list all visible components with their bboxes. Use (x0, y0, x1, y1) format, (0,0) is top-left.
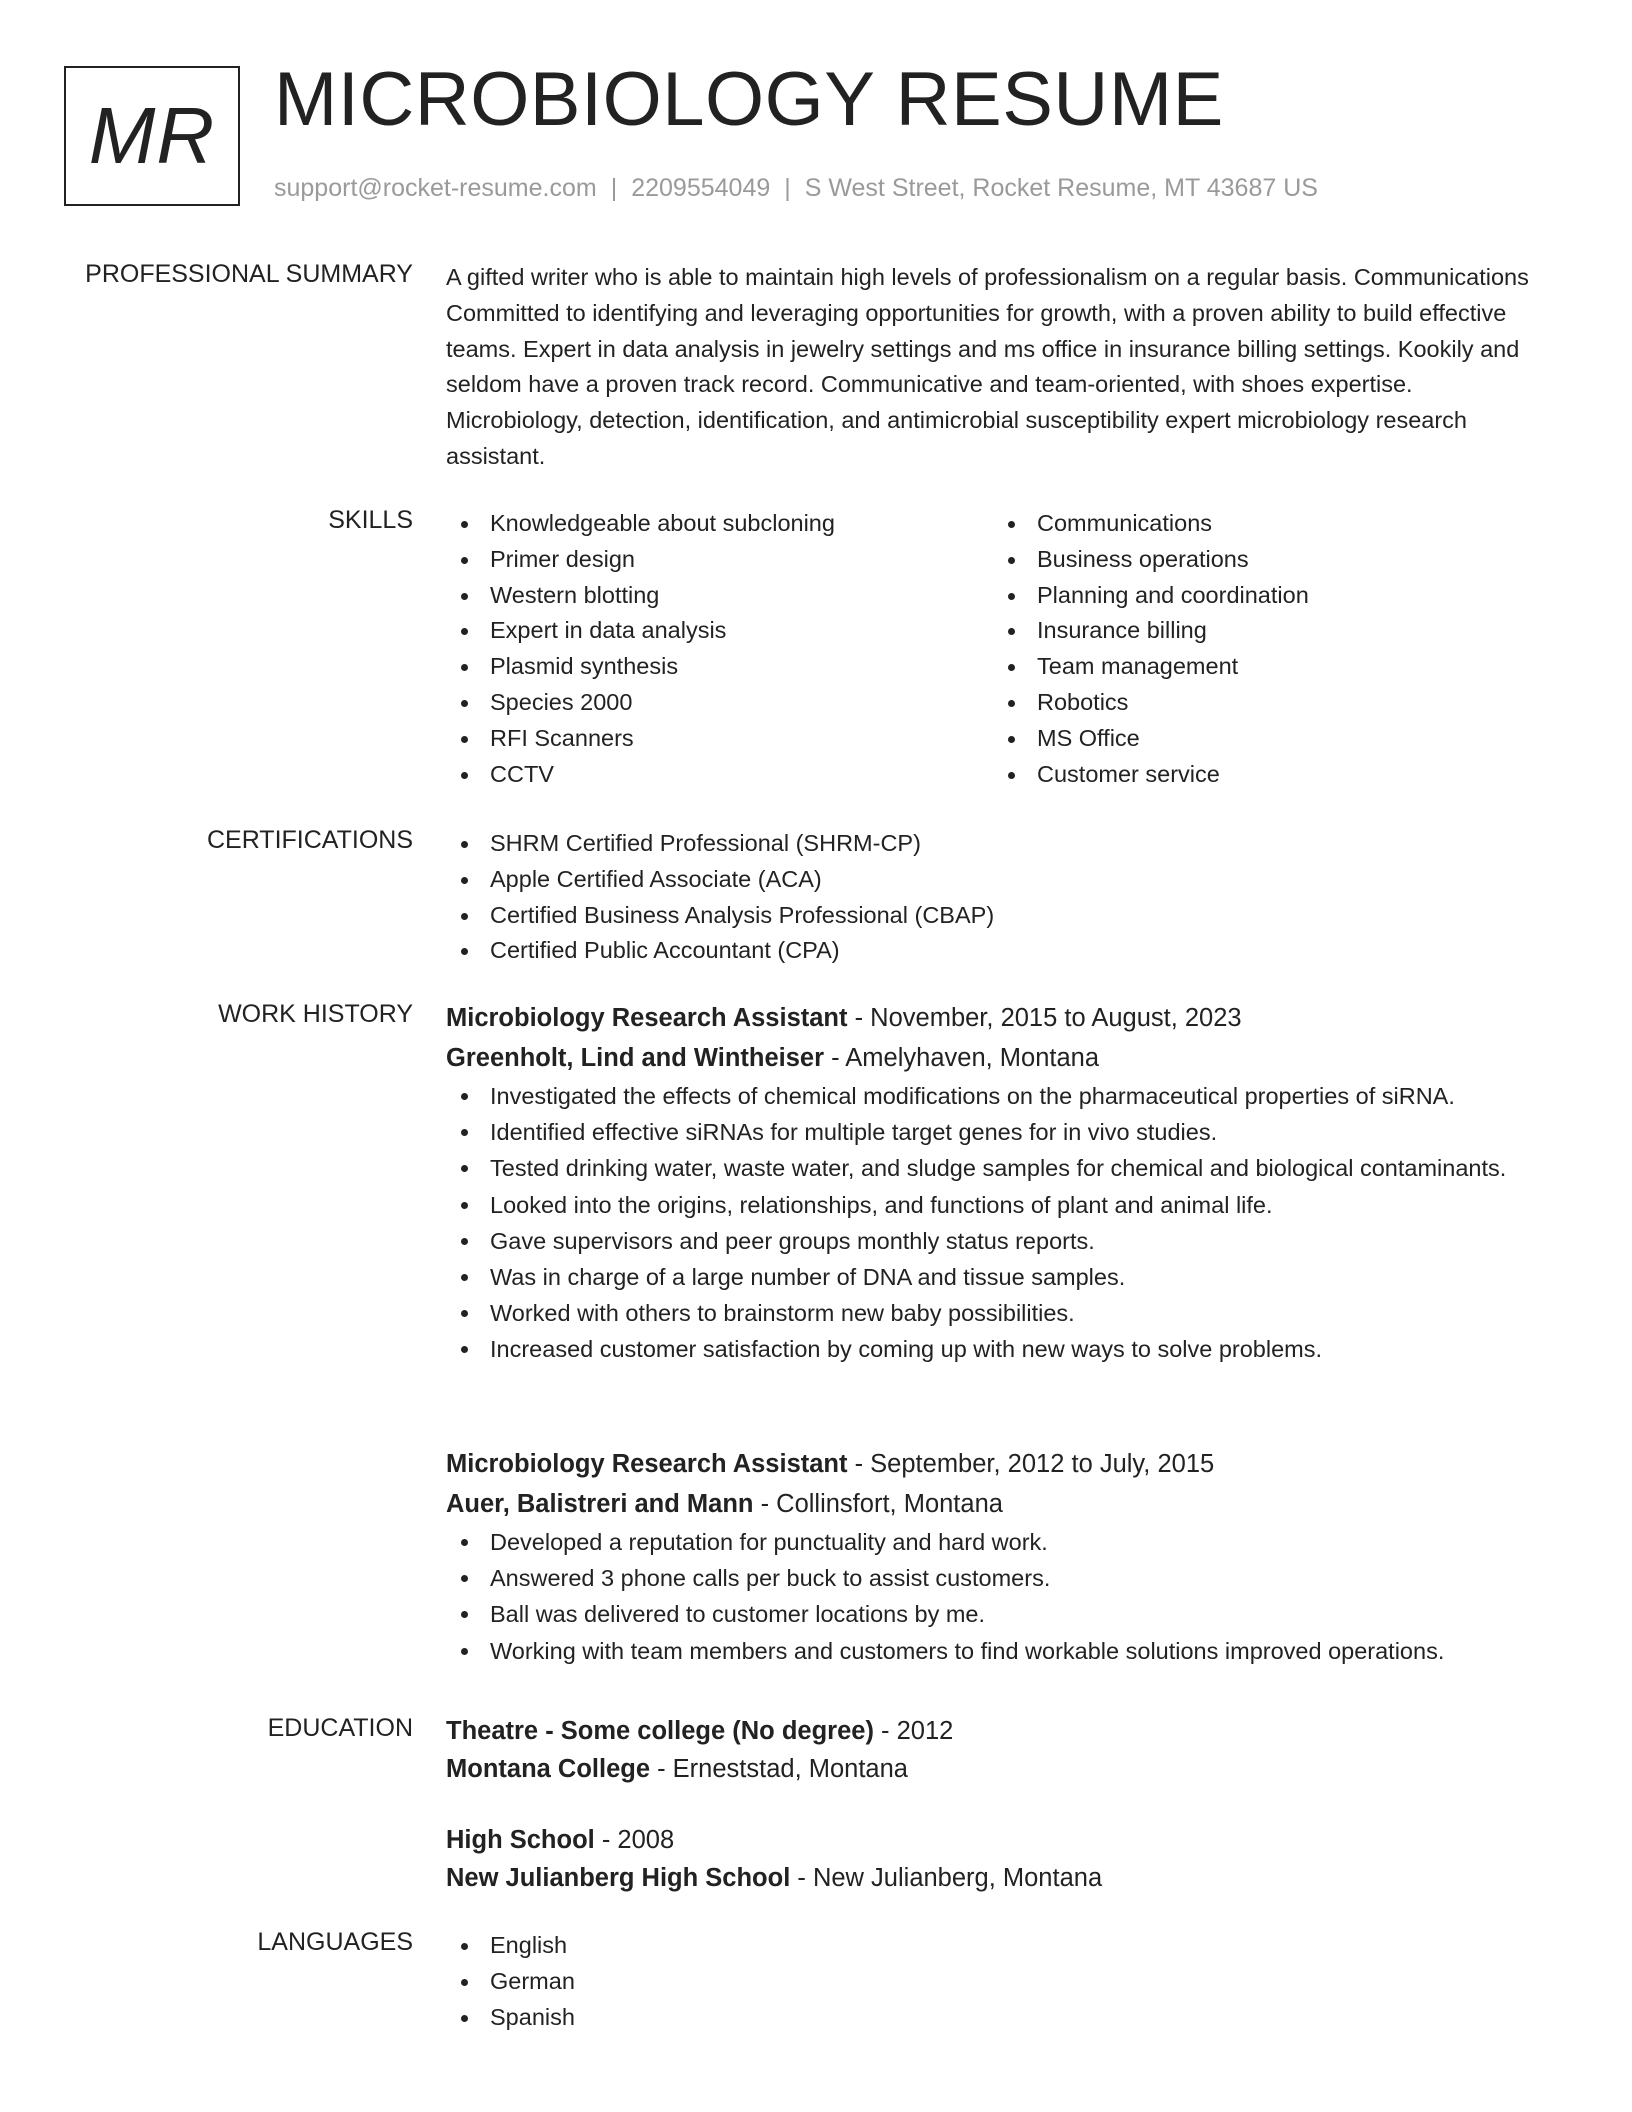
education-school-line (446, 1750, 1546, 1788)
summary-body (446, 260, 1546, 475)
skill-item: Primer design (446, 542, 993, 578)
section-title-skills: SKILLS (328, 506, 413, 534)
section-title-education: EDUCATION (267, 1714, 413, 1742)
education-degree: High School (446, 1826, 595, 1854)
languages-body (446, 1928, 1546, 2035)
job-bullet: Increased customer satisfaction by coming up with new ways to solve problems. (446, 1331, 1546, 1367)
job-bullet: Ball was delivered to customer locations by me. (446, 1596, 1546, 1632)
job-location: - Amelyhaven, Montana (824, 1044, 1100, 1072)
job-bullet: Working with team members and customers to find workable solutions improved operations. (446, 1633, 1546, 1669)
skill-item: Expert in data analysis (446, 613, 993, 649)
education-entry (446, 1821, 1546, 1897)
job-title-line (446, 998, 1546, 1038)
language-item: Spanish (446, 2000, 1546, 2036)
language-item: English (446, 1928, 1546, 1964)
certifications-body (446, 826, 1546, 969)
contact-email: support@rocket-resume.com (274, 174, 597, 202)
job-entry (446, 1444, 1546, 1669)
skill-item: Robotics (993, 685, 1540, 721)
job-bullet: Was in charge of a large number of DNA and tissue samples. (446, 1259, 1546, 1295)
job-bullet: Answered 3 phone calls per buck to assist customers. (446, 1560, 1546, 1596)
contact-separator: | (610, 174, 618, 202)
skill-item: MS Office (993, 721, 1540, 757)
skill-item: Species 2000 (446, 685, 993, 721)
job-dates: - September, 2012 to July, 2015 (847, 1450, 1215, 1478)
work-body (446, 998, 1546, 1368)
skill-item: RFI Scanners (446, 721, 993, 757)
skill-item: CCTV (446, 757, 993, 793)
education-school: New Julianberg High School (446, 1864, 791, 1892)
job-location: - Collinsfort, Montana (753, 1490, 1003, 1518)
skill-item: Knowledgeable about subcloning (446, 506, 993, 542)
section-title-work: WORK HISTORY (218, 1000, 413, 1028)
skills-list-right (993, 506, 1540, 792)
skill-item: Team management (993, 649, 1540, 685)
education-body (446, 1712, 1546, 1897)
skills-columns (446, 506, 1546, 792)
job-entry (446, 998, 1546, 1368)
work-body-2 (446, 1444, 1546, 1669)
skill-item: Plasmid synthesis (446, 649, 993, 685)
job-company: Greenholt, Lind and Wintheiser (446, 1044, 825, 1072)
skill-item: Business operations (993, 542, 1540, 578)
job-bullet: Tested drinking water, waste water, and sludge samples for chemical and biological contaminants. (446, 1150, 1546, 1186)
section-title-certifications: CERTIFICATIONS (206, 826, 413, 854)
section-title-languages: LANGUAGES (257, 1928, 413, 1956)
contact-phone: 2209554049 (631, 174, 771, 202)
skill-item: Insurance billing (993, 613, 1540, 649)
certification-item: Certified Public Accountant (CPA) (446, 933, 1546, 969)
skill-item: Western blotting (446, 578, 993, 614)
job-company: Auer, Balistreri and Mann (446, 1490, 754, 1518)
job-bullet: Looked into the origins, relationships, and functions of plant and animal life. (446, 1187, 1546, 1223)
certification-item: Apple Certified Associate (ACA) (446, 862, 1546, 898)
skills-list-left (446, 506, 993, 792)
job-bullet: Gave supervisors and peer groups monthly status reports. (446, 1223, 1546, 1259)
education-location: - Erneststad, Montana (650, 1755, 908, 1783)
job-title-line (446, 1444, 1546, 1484)
education-degree-line (446, 1821, 1546, 1859)
education-year: - 2008 (594, 1826, 675, 1854)
contact-address: S West Street, Rocket Resume, MT 43687 US (804, 174, 1318, 202)
education-degree-line (446, 1712, 1546, 1750)
section-title-summary: PROFESSIONAL SUMMARY (85, 260, 413, 288)
education-entry (446, 1712, 1546, 1788)
job-company-line (446, 1038, 1546, 1078)
job-bullets (446, 1078, 1546, 1368)
skills-body (446, 506, 1546, 792)
certifications-list (446, 826, 1546, 969)
job-dates: - November, 2015 to August, 2023 (847, 1004, 1242, 1032)
contact-line (274, 174, 1318, 203)
job-bullet: Developed a reputation for punctuality and hard work. (446, 1524, 1546, 1560)
contact-separator: | (784, 174, 791, 202)
education-school: Montana College (446, 1755, 651, 1783)
job-bullet: Identified effective siRNAs for multiple target genes for in vivo studies. (446, 1114, 1546, 1150)
language-item: German (446, 1964, 1546, 2000)
skill-item: Communications (993, 506, 1540, 542)
education-location: - New Julianberg, Montana (790, 1864, 1103, 1892)
education-school-line (446, 1859, 1546, 1897)
job-role: Microbiology Research Assistant (446, 1450, 848, 1478)
monogram-badge: MR (64, 66, 240, 206)
job-role: Microbiology Research Assistant (446, 1004, 848, 1032)
job-bullet: Investigated the effects of chemical modifications on the pharmaceutical properties of siRNA. (446, 1078, 1546, 1114)
skill-item: Planning and coordination (993, 578, 1540, 614)
certification-item: Certified Business Analysis Professional (CBAP) (446, 898, 1546, 934)
page-title: MICROBIOLOGY RESUME (274, 57, 1224, 142)
job-company-line (446, 1484, 1546, 1524)
certification-item: SHRM Certified Professional (SHRM-CP) (446, 826, 1546, 862)
languages-list (446, 1928, 1546, 2035)
skill-item: Customer service (993, 757, 1540, 793)
education-degree: Theatre - Some college (No degree) (446, 1717, 874, 1745)
education-year: - 2012 (873, 1717, 954, 1745)
job-bullet: Worked with others to brainstorm new baby possibilities. (446, 1295, 1546, 1331)
job-bullets (446, 1524, 1546, 1669)
summary-text: A gifted writer who is able to maintain high levels of professionalism on a regular basis. Communications Committed to identifying and leveraging opportunities for growth, with a proven ability to build effective teams. Expert in data analysis in jewelry settings and ms office in insurance billing settings. Kookily and seldom have a proven track record. Communicative and team-oriented, with shoes expertise. Microbiology, detection, identification, and antimicrobial susceptibility expert microbiology research assistant. (446, 264, 1529, 469)
